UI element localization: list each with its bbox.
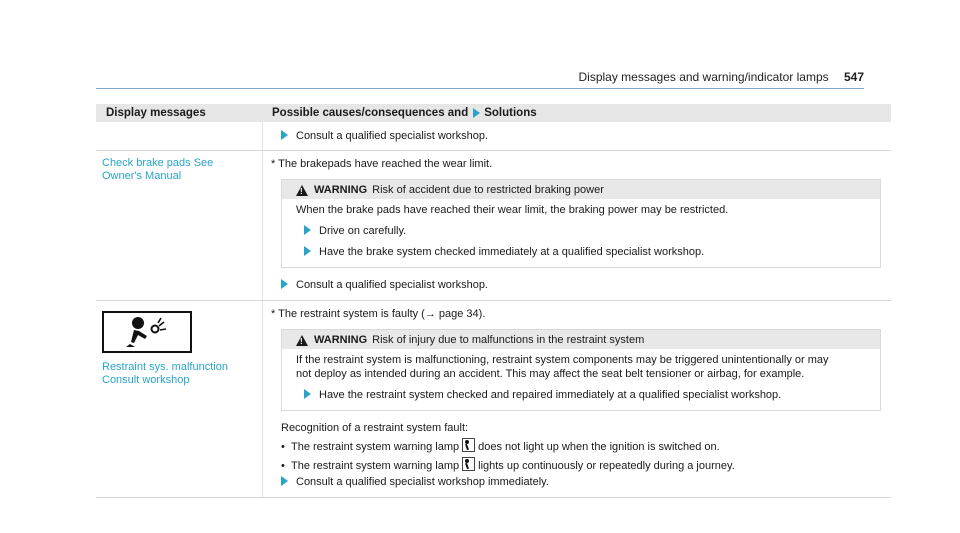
solution-arrow-icon	[281, 130, 288, 140]
row0-message-cell	[96, 122, 262, 150]
solution-arrow-icon	[304, 389, 311, 399]
display-message-line1: Check brake pads See	[102, 157, 214, 169]
solution-step-text: Consult a qualified specialist workshop.	[296, 279, 488, 291]
warning-header	[282, 330, 880, 349]
warning-step-text: Have the restraint system checked and repaired immediately at a qualified specialist workshop.	[319, 389, 782, 401]
table-row	[96, 151, 891, 301]
warning-label: WARNING	[314, 184, 368, 196]
cause-text: * The restraint system is faulty (→ page 34).	[271, 308, 486, 320]
warning-step-text: Drive on carefully.	[319, 225, 407, 237]
bullet-text-b: lights up continuously or repeatedly during a journey.	[478, 460, 735, 472]
display-message-line2: Owner's Manual	[102, 170, 182, 182]
bullet-text-a: The restraint system warning lamp	[291, 460, 460, 472]
solution-arrow-icon	[473, 108, 480, 118]
row1-message-cell	[96, 151, 262, 300]
warning-step	[296, 388, 872, 402]
warning-step	[296, 224, 872, 238]
solution-step-text: Consult a qualified specialist workshop immediately.	[296, 476, 549, 488]
warning-step	[296, 245, 872, 259]
solution-arrow-icon	[304, 246, 311, 256]
solution-arrow-icon	[281, 476, 288, 486]
bullet-icon: •	[281, 460, 285, 472]
restraint-lamp-icon	[462, 457, 475, 471]
col-header-causes	[262, 106, 891, 120]
warning-text-line2: not deploy as intended during an accident. This may affect the seat belt tensioner or airbag, for example.	[296, 368, 805, 380]
warning-triangle-icon	[296, 335, 308, 346]
table-row	[96, 122, 891, 151]
col-header-causes-label: Possible causes/consequences and	[272, 107, 469, 119]
solution-arrow-icon	[281, 279, 288, 289]
warning-text: When the brake pads have reached their wear limit, the braking power may be restricted.	[296, 204, 729, 216]
warning-body	[282, 349, 880, 410]
row2-causes-cell	[262, 301, 891, 497]
solution-step-text: Consult a qualified specialist workshop.	[296, 130, 488, 142]
row0-causes-cell	[262, 122, 891, 150]
restraint-lamp-icon	[462, 438, 475, 452]
table-row	[96, 301, 891, 498]
bullet-text-a: The restraint system warning lamp	[291, 441, 460, 453]
solution-step	[271, 475, 881, 489]
warning-box	[281, 179, 881, 268]
warning-header	[282, 180, 880, 199]
warning-triangle-icon	[296, 185, 308, 196]
solution-arrow-icon	[304, 225, 311, 235]
warning-body	[282, 199, 880, 267]
list-item	[271, 457, 881, 473]
warning-title: Risk of accident due to restricted braking power	[372, 184, 604, 196]
solution-step	[271, 129, 881, 143]
warning-step-text: Have the brake system checked immediately at a qualified specialist workshop.	[319, 246, 705, 258]
warning-box	[281, 329, 881, 411]
bullet-text-b: does not light up when the ignition is switched on.	[478, 441, 720, 453]
bullet-icon: •	[281, 441, 285, 453]
display-message-line1: Restraint sys. malfunction	[102, 361, 228, 373]
display-message-line2: Consult workshop	[102, 374, 190, 386]
page-number: 547	[843, 70, 864, 84]
col-header-messages: Display messages	[106, 107, 206, 119]
table-header	[96, 104, 891, 122]
warning-title: Risk of injury due to malfunctions in the restraint system	[372, 334, 645, 346]
recognition-heading: Recognition of a restraint system fault:	[281, 422, 469, 434]
warning-label: WARNING	[314, 334, 368, 346]
page-header	[96, 70, 864, 89]
section-title: Display messages and warning/indicator lamps	[578, 70, 829, 84]
list-item	[271, 438, 881, 454]
display-messages-table	[96, 104, 891, 498]
solution-step	[271, 278, 881, 292]
warning-text-line1: If the restraint system is malfunctioning, restraint system components may be triggered unintentionally or may	[296, 354, 829, 366]
restraint-system-icon	[102, 311, 192, 353]
cause-text: * The brakepads have reached the wear limit.	[271, 158, 493, 170]
row2-message-cell	[96, 301, 262, 497]
col-header-solutions-label: Solutions	[484, 107, 537, 119]
row1-causes-cell	[262, 151, 891, 300]
